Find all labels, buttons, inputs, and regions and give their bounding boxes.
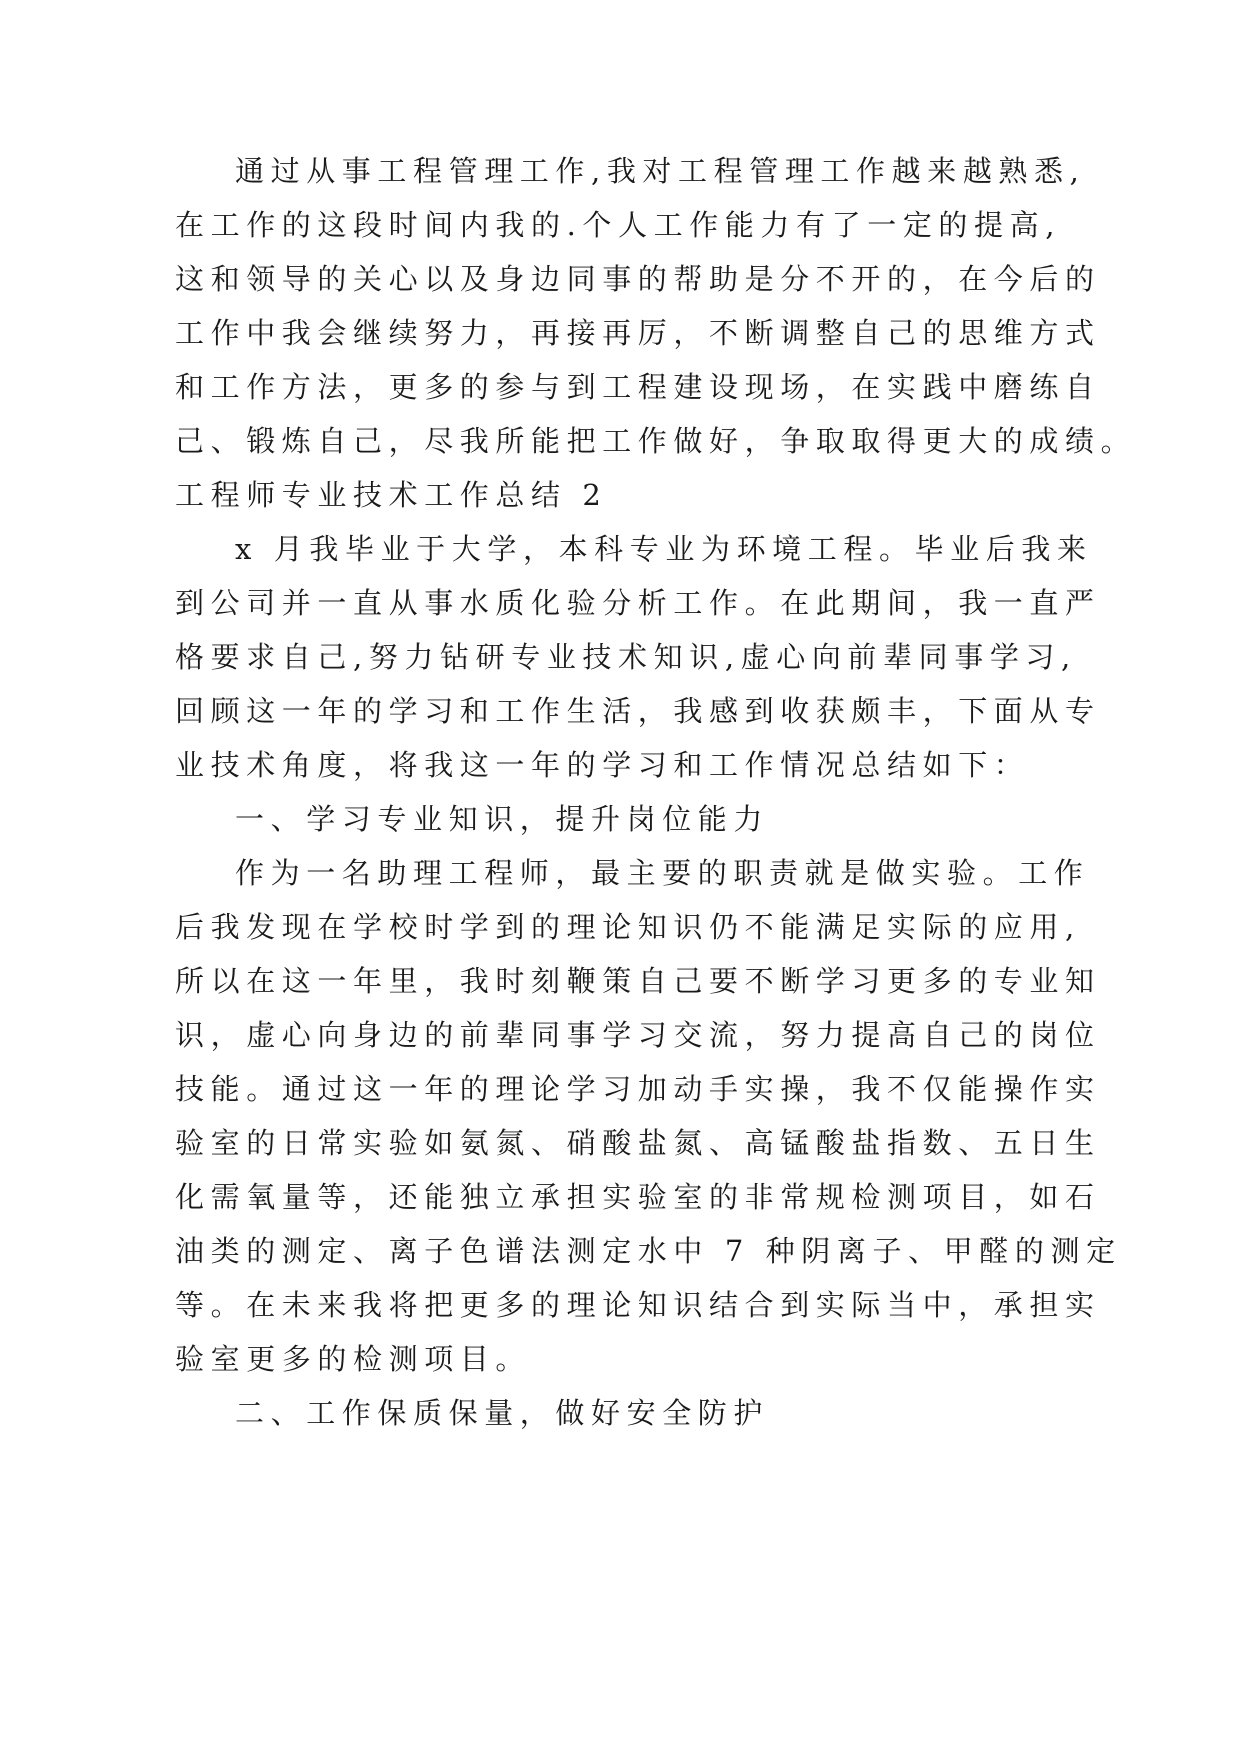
paragraph-line: 等。在未来我将把更多的理论知识结合到实际当中，承担实 [175, 1288, 1101, 1322]
paragraph-line: 验室更多的检测项目。 [175, 1342, 532, 1376]
paragraph-line: 和工作方法，更多的参与到工程建设现场，在实践中磨练自 [175, 370, 1101, 404]
paragraph-line: 业技术角度，将我这一年的学习和工作情况总结如下： [175, 748, 1030, 782]
paragraph-line: 这和领导的关心以及身边同事的帮助是分不开的，在今后的 [175, 262, 1101, 296]
paragraph-line: 所以在这一年里，我时刻鞭策自己要不断学习更多的专业知 [175, 964, 1101, 998]
subsection-heading: 一、学习专业知识，提升岗位能力 [235, 802, 770, 836]
paragraph-line: 己、锻炼自己，尽我所能把工作做好，争取取得更大的成绩。 [175, 424, 1137, 458]
paragraph-line: 后我发现在学校时学到的理论知识仍不能满足实际的应用, [175, 910, 1081, 944]
paragraph-line: 通过从事工程管理工作,我对工程管理工作越来越熟悉, [235, 154, 1086, 188]
paragraph-line: 在工作的这段时间内我的.个人工作能力有了一定的提高, [175, 208, 1062, 242]
paragraph-line: 化需氧量等，还能独立承担实验室的非常规检测项目，如石 [175, 1180, 1101, 1214]
section-heading: 工程师专业技术工作总结 2 [175, 478, 608, 512]
paragraph-line: 油类的测定、离子色谱法测定水中 7 种阴离子、甲醛的测定 [175, 1234, 1122, 1268]
paragraph-line: 格要求自己,努力钻研专业技术知识,虚心向前辈同事学习, [175, 640, 1077, 674]
subsection-heading: 二、工作保质保量，做好安全防护 [235, 1396, 770, 1430]
paragraph-line: 到公司并一直从事水质化验分析工作。在此期间，我一直严 [175, 586, 1101, 620]
paragraph-line: x 月我毕业于大学，本科专业为环境工程。毕业后我来 [235, 532, 1093, 566]
paragraph-line: 作为一名助理工程师，最主要的职责就是做实验。工作 [235, 856, 1090, 890]
paragraph-line: 识，虚心向身边的前辈同事学习交流，努力提高自己的岗位 [175, 1018, 1101, 1052]
paragraph-line: 技能。通过这一年的理论学习加动手实操，我不仅能操作实 [175, 1072, 1101, 1106]
paragraph-line: 验室的日常实验如氨氮、硝酸盐氮、高锰酸盐指数、五日生 [175, 1126, 1101, 1160]
paragraph-line: 工作中我会继续努力，再接再厉，不断调整自己的思维方式 [175, 316, 1101, 350]
paragraph-line: 回顾这一年的学习和工作生活，我感到收获颇丰，下面从专 [175, 694, 1101, 728]
